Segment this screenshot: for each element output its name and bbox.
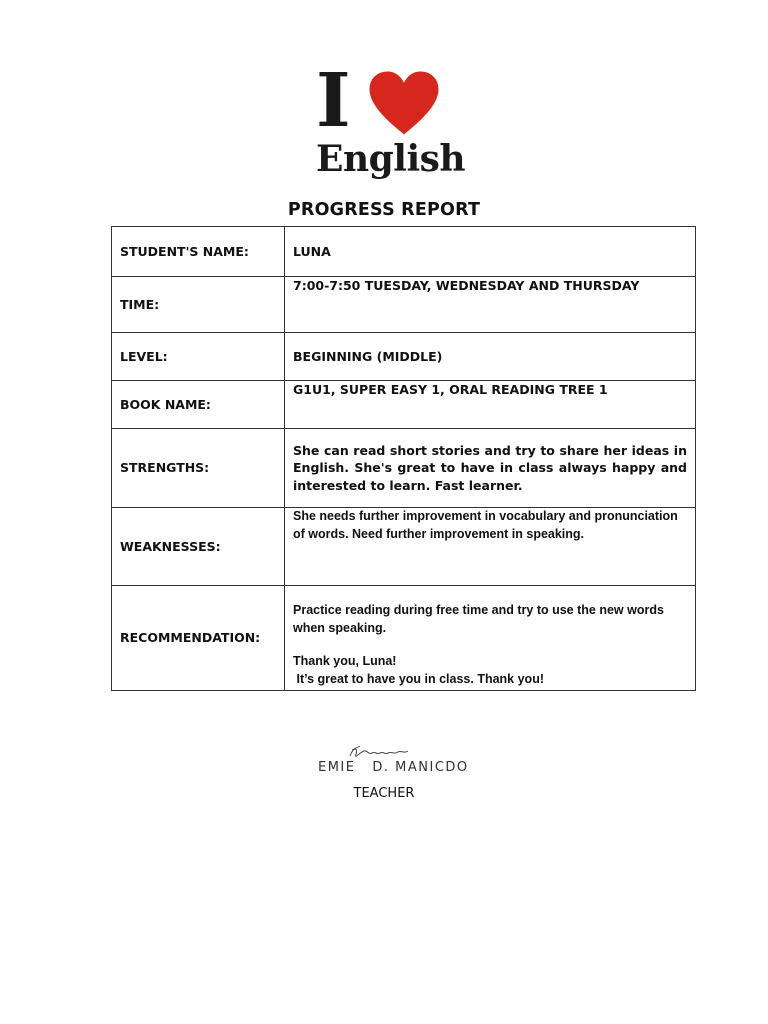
table-row-time <box>112 277 696 333</box>
table-row-recommendation <box>112 586 696 691</box>
table-row-student-name <box>112 227 696 277</box>
table-row-weaknesses <box>112 508 696 586</box>
row-value: 7:00-7:50 TUESDAY, WEDNESDAY AND THURSDAY <box>285 277 696 333</box>
teacher-name: EMIE D. MANICDO <box>318 760 469 775</box>
row-value: G1U1, SUPER EASY 1, ORAL READING TREE 1 <box>285 381 696 429</box>
row-value: BEGINNING (MIDDLE) <box>285 333 696 381</box>
row-value: She can read short stories and try to share her ideas in English. She's great to have in class always happy and interested to learn. Fast learner. <box>285 429 696 508</box>
teacher-role: TEACHER <box>353 786 415 801</box>
logo-letter-i: I <box>316 58 351 144</box>
i-love-english-logo <box>312 58 466 190</box>
row-label: RECOMMENDATION: <box>112 586 285 691</box>
table-row-level <box>112 333 696 381</box>
row-label: TIME: <box>112 277 285 333</box>
row-label: LEVEL: <box>112 333 285 381</box>
row-value: She needs further improvement in vocabulary and pronunciation of words. Need further improvement in speaking. <box>285 508 696 586</box>
row-value: LUNA <box>285 227 696 277</box>
heart-icon <box>366 70 442 136</box>
row-label: WEAKNESSES: <box>112 508 285 586</box>
table-row-book-name <box>112 381 696 429</box>
row-label: STRENGTHS: <box>112 429 285 508</box>
table-row-strengths <box>112 429 696 508</box>
recommendation-text: Practice reading during free time and try to use the new words when speaking. <box>293 603 664 635</box>
row-value <box>285 586 696 691</box>
logo-word-english: English <box>316 138 466 180</box>
row-label: BOOK NAME: <box>112 381 285 429</box>
row-label: STUDENT'S NAME: <box>112 227 285 277</box>
page-title: PROGRESS REPORT <box>287 200 481 220</box>
progress-report-table <box>111 226 696 691</box>
thanks-line-2: It’s great to have you in class. Thank you! <box>293 671 544 686</box>
thanks-line-1: Thank you, Luna! <box>293 654 397 668</box>
